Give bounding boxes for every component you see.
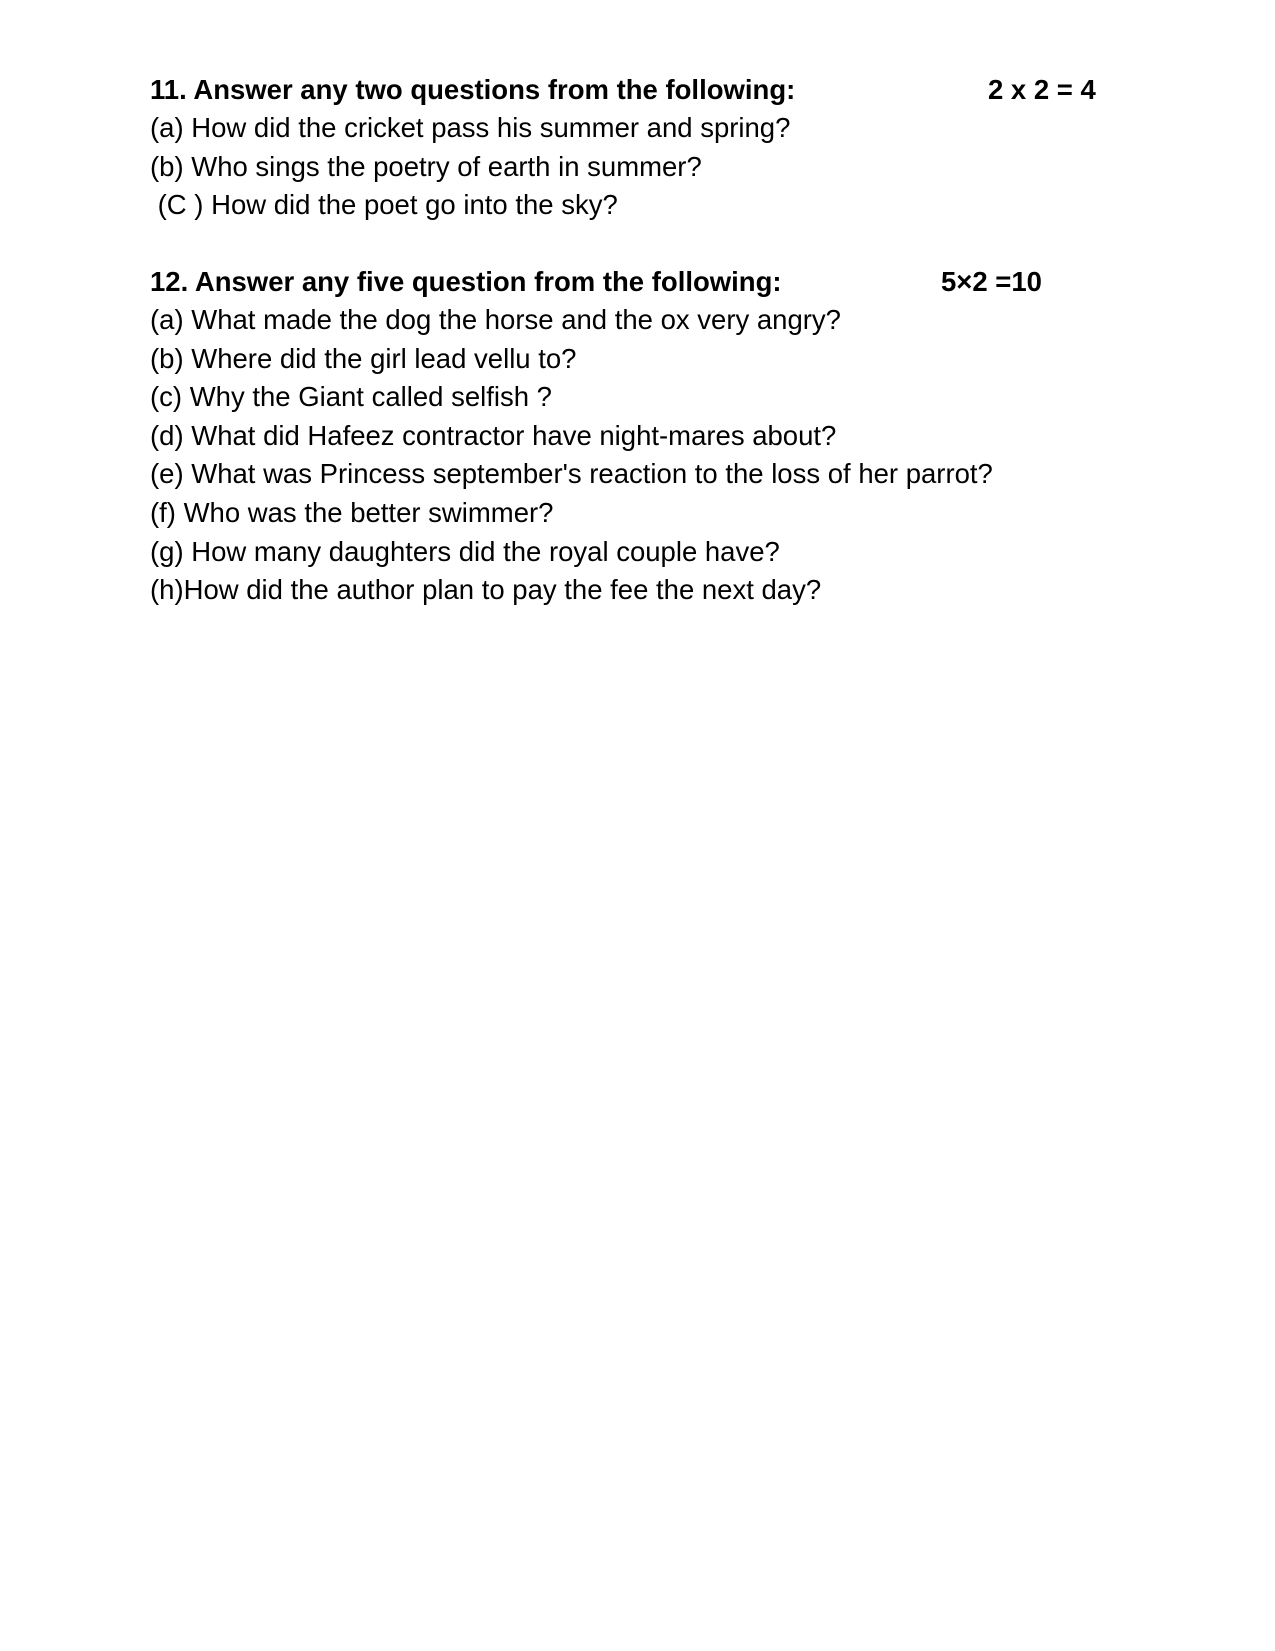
- question-12-item-d: (d) What did Hafeez contractor have night-mares about?: [150, 419, 837, 451]
- question-12-heading: [150, 262, 1110, 301]
- question-11-item-a: (a) How did the cricket pass his summer and spring?: [150, 112, 791, 143]
- question-11-heading: [150, 70, 1110, 109]
- question-11-item-b: (b) Who sings the poetry of earth in summer?: [150, 150, 702, 182]
- question-11-section: [150, 70, 1110, 225]
- question-12-item-e: (e) What was Princess september's reaction to the loss of her parrot?: [150, 458, 993, 490]
- question-12-title: 12. Answer any five question from the following:: [150, 266, 782, 297]
- question-11-title: 11. Answer any two questions from the following:: [150, 74, 796, 105]
- question-11-item-c: (C ) How did the poet go into the sky?: [150, 189, 618, 221]
- question-12-item-a: (a) What made the dog the horse and the ox very angry?: [150, 304, 841, 335]
- question-12-item-c: (c) Why the Giant called selfish ?: [150, 381, 552, 413]
- question-11-list: [150, 109, 1110, 225]
- question-12-item-g: (g) How many daughters did the royal couple have?: [150, 535, 780, 567]
- question-12-marks: 5×2 =10: [941, 266, 1042, 297]
- question-12-section: [150, 262, 1110, 610]
- question-12-item-h: (h)How did the author plan to pay the fee the next day?: [150, 574, 822, 606]
- question-11-marks: 2 x 2 = 4: [988, 74, 1096, 105]
- question-12-list: [150, 301, 1110, 610]
- question-12-item-f: (f) Who was the better swimmer?: [150, 496, 554, 528]
- question-12-item-b: (b) Where did the girl lead vellu to?: [150, 342, 577, 374]
